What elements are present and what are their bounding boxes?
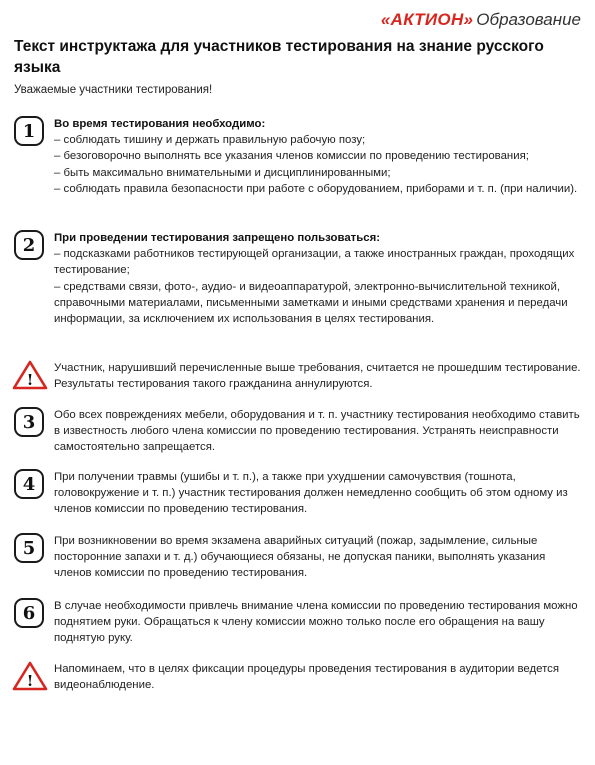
- instruction-heading: Во время тестирования необходимо:: [54, 118, 266, 130]
- instruction-body-6: В случае необходимости привлечь внимание члена комиссии по проведению тестирования можно поднятием руки. Обращаться к члену комиссии можно только после его обращения на вашу поднятую руку.: [54, 600, 578, 645]
- number-badge-6: 6: [14, 598, 44, 628]
- svg-text:!: !: [26, 672, 34, 690]
- instruction-body-5: При возникновении во время экзамена аварийных ситуаций (пожар, задымление, сильные посторонние запахи и т. д.) обучающиеся обязаны, не допуская паники, выполнять указания членов комиссии по проведению тестирования.: [54, 535, 546, 580]
- svg-text:!: !: [26, 371, 34, 389]
- number-badge-3: 3: [14, 407, 44, 437]
- number-badge-2: 2: [14, 230, 44, 260]
- warning-text-2: Напоминаем, что в целях фиксации процедуры проведения тестирования в аудитории ведется видеонаблюдение.: [54, 663, 560, 692]
- warning-triangle-icon: [12, 360, 48, 390]
- instruction-line: – подсказками работников тестирующей организации, а также иностранных граждан, проходящих тестирование;: [54, 248, 575, 277]
- logo-brand: «АКТИОН»: [380, 10, 474, 29]
- instruction-line: – соблюдать тишину и держать правильную рабочую позу;: [54, 134, 366, 147]
- number-badge-4: 4: [14, 469, 44, 499]
- instruction-body-1: [54, 116, 584, 197]
- instruction-body-4: При получении травмы (ушибы и т. п.), а также при ухудшении самочувствия (тошнота, головокружение и т. п.) участник тестирования должен немедленно сообщить об этом одному из членов комиссии по проведению тестирования.: [54, 471, 568, 516]
- instruction-heading: При проведении тестирования запрещено пользоваться:: [54, 232, 381, 244]
- instruction-line: – быть максимально внимательными и дисциплинированными;: [54, 166, 391, 179]
- instruction-line: – средствами связи, фото-, аудио- и видеоаппаратурой, электронно-вычислительной техникой, справочными материалами, письменными заметками и иными средствами хранения и передачи информации, за исключением их использования в целях тестирования.: [54, 280, 568, 326]
- page-title: Текст инструктажа для участников тестирования на знание русского языка: [14, 38, 544, 76]
- instruction-body-2: [54, 230, 584, 327]
- greeting: Уважаемые участники тестирования!: [14, 84, 213, 96]
- aktion-logo: [381, 10, 581, 30]
- instruction-body-3: Обо всех повреждениях мебели, оборудования и т. п. участнику тестирования необходимо ставить в известность любого члена комиссии по проведению тестирования. Устранять неисправности самостоятельно запрещается.: [54, 409, 580, 454]
- number-badge-5: 5: [14, 533, 44, 563]
- warning-triangle-icon: [12, 661, 48, 691]
- instruction-line: – соблюдать правила безопасности при работе с оборудованием, приборами и т. п. (при наличии).: [54, 182, 578, 195]
- number-badge-1: 1: [14, 116, 44, 146]
- logo-subtitle: Образование: [476, 10, 581, 29]
- warning-text-1: Участник, нарушивший перечисленные выше требования, считается не прошедшим тестирование. Результаты тестирования такого гражданина аннулируются.: [54, 362, 581, 391]
- instruction-line: – безоговорочно выполнять все указания членов комиссии по проведению тестирования;: [54, 150, 529, 163]
